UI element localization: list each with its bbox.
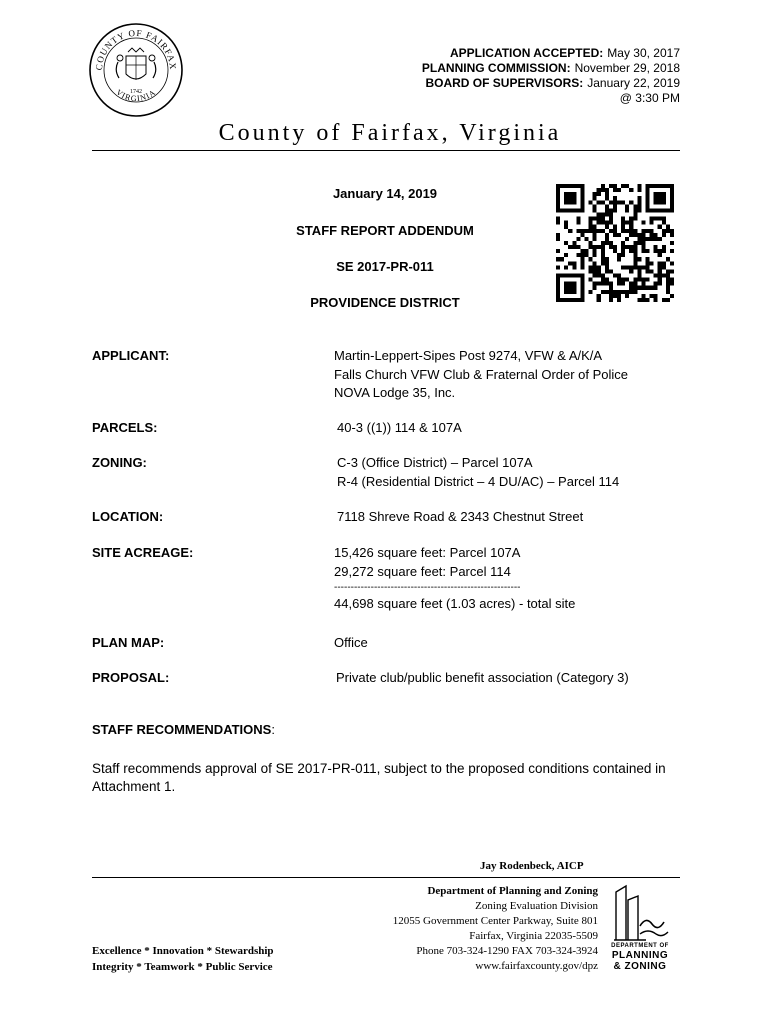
header-label: PLANNING COMMISSION: bbox=[421, 61, 571, 75]
signer-name: Jay Rodenbeck, AICP bbox=[480, 860, 584, 872]
header-value: November 29, 2018 bbox=[574, 61, 680, 75]
footer-divider bbox=[92, 877, 680, 878]
motto-line-2: Integrity * Teamwork * Public Service bbox=[92, 961, 273, 973]
zoning-value bbox=[337, 454, 619, 491]
motto-line-1: Excellence * Innovation * Stewardship bbox=[92, 945, 274, 957]
city-address: Fairfax, Virginia 22035-5509 bbox=[469, 930, 598, 942]
parcels-label: PARCELS: bbox=[92, 420, 158, 435]
division-name: Zoning Evaluation Division bbox=[475, 900, 598, 912]
seal-bottom-text: VIRGINIA bbox=[114, 87, 158, 104]
qr-modules bbox=[556, 184, 674, 302]
proposal-value: Private club/public benefit association (Category 3) bbox=[336, 670, 629, 685]
plan-map-value: Office bbox=[334, 635, 368, 650]
dpz-logo-line-3: & ZONING bbox=[613, 961, 667, 972]
zoning-label: ZONING: bbox=[92, 455, 147, 470]
page-title: County of Fairfax, Virginia bbox=[218, 120, 562, 146]
header-application-accepted bbox=[450, 46, 680, 60]
staff-recommendations-text: Staff recommends approval of SE 2017-PR-011, subject to the proposed conditions contained in Attachment 1. bbox=[92, 761, 666, 794]
header-planning-commission bbox=[422, 61, 680, 75]
header-label: BOARD OF SUPERVISORS: bbox=[425, 76, 584, 90]
acreage-line: 29,272 square feet: Parcel 114 bbox=[334, 563, 511, 579]
phone-fax: Phone 703-324-1290 FAX 703-324-3924 bbox=[416, 945, 598, 957]
location-value: 7118 Shreve Road & 2343 Chestnut Street bbox=[337, 509, 584, 524]
qr-code-icon bbox=[556, 184, 674, 302]
header-value: January 22, 2019 bbox=[587, 76, 680, 90]
website-link[interactable]: www.fairfaxcounty.gov/dpz bbox=[475, 960, 598, 972]
dpz-logo-line-1: DEPARTMENT OF bbox=[611, 943, 669, 949]
header-board-of-supervisors bbox=[425, 76, 680, 90]
applicant-line: Martin-Leppert-Sipes Post 9274, VFW & A/K/A bbox=[334, 348, 603, 363]
report-date: January 14, 2019 bbox=[332, 186, 438, 201]
dpz-logo-line-2: PLANNING bbox=[611, 950, 669, 961]
staff-recommendations-heading bbox=[92, 722, 275, 737]
staff-recommendations-title: STAFF RECOMMENDATIONS bbox=[92, 722, 272, 737]
applicant-label: APPLICANT: bbox=[92, 348, 170, 363]
county-seal-logo bbox=[88, 22, 184, 118]
header-value: May 30, 2017 bbox=[607, 46, 680, 60]
acreage-separator: -------------------------------------------------------- bbox=[334, 582, 521, 593]
title-divider bbox=[92, 150, 680, 151]
zoning-line: R-4 (Residential District – 4 DU/AC) – Parcel 114 bbox=[337, 473, 620, 489]
applicant-line: NOVA Lodge 35, Inc. bbox=[334, 385, 456, 400]
case-number: SE 2017-PR-011 bbox=[336, 259, 434, 274]
header-label: APPLICATION ACCEPTED: bbox=[449, 46, 604, 60]
site-acreage-value bbox=[334, 544, 610, 614]
location-label: LOCATION: bbox=[92, 509, 164, 524]
report-type: STAFF REPORT ADDENDUM bbox=[296, 223, 474, 238]
department-name: Department of Planning and Zoning bbox=[427, 885, 598, 897]
heading-colon: : bbox=[271, 722, 275, 737]
acreage-line: 15,426 square feet: Parcel 107A bbox=[334, 545, 521, 560]
parcels-value: 40-3 ((1)) 114 & 107A bbox=[337, 420, 462, 435]
acreage-total: 44,698 square feet (1.03 acres) - total site bbox=[334, 596, 576, 611]
proposal-label: PROPOSAL: bbox=[92, 670, 170, 685]
street-address: 12055 Government Center Parkway, Suite 801 bbox=[392, 915, 598, 927]
seal-year: 1742 bbox=[130, 89, 142, 95]
seal-top-text: COUNTY OF FAIRFAX bbox=[93, 27, 179, 71]
plan-map-label: PLAN MAP: bbox=[92, 635, 165, 650]
district-name: PROVIDENCE DISTRICT bbox=[310, 295, 460, 310]
zoning-line: C-3 (Office District) – Parcel 107A bbox=[337, 455, 533, 470]
dpz-building-logo-icon bbox=[606, 882, 676, 942]
applicant-line: Falls Church VFW Club & Fraternal Order of Police bbox=[334, 366, 629, 382]
applicant-value bbox=[334, 347, 628, 403]
site-acreage-label: SITE ACREAGE: bbox=[92, 545, 194, 560]
header-time: @ 3:30 PM bbox=[619, 91, 680, 105]
